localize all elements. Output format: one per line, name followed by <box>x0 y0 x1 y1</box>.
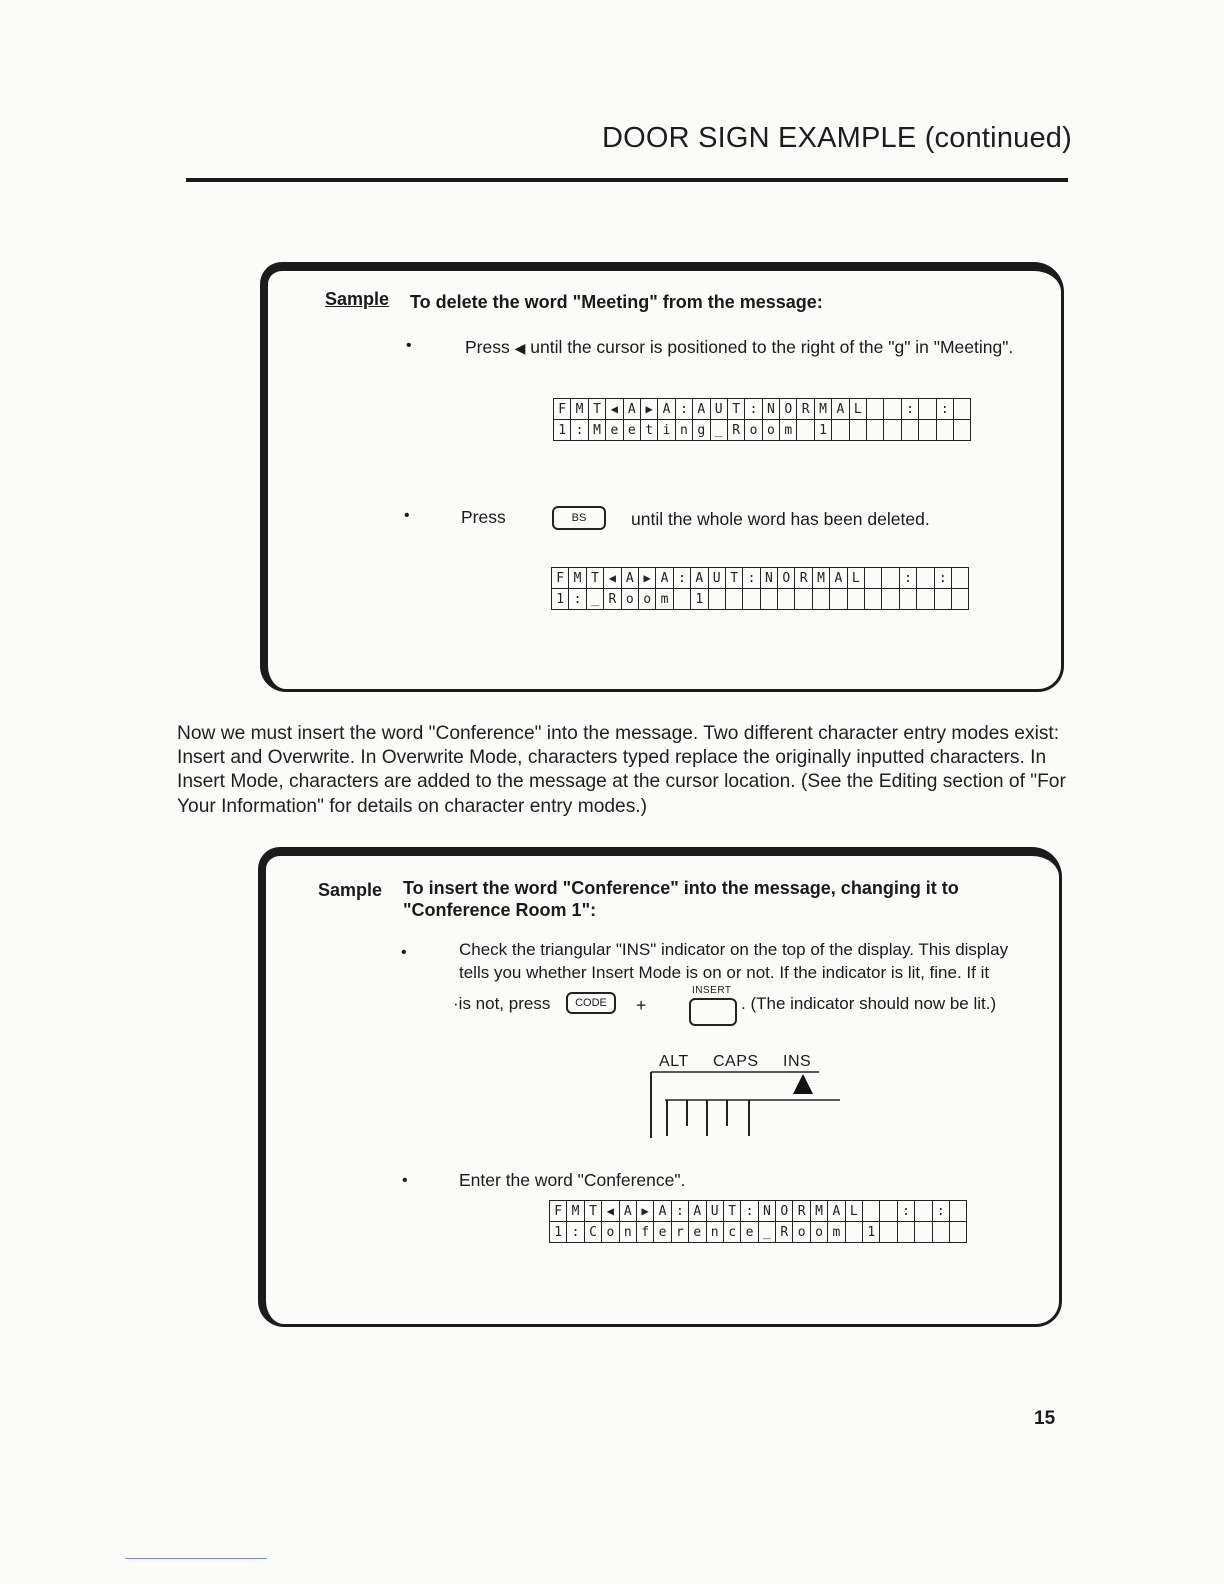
bs-key: BS <box>552 506 606 530</box>
lcd-cell: M <box>569 568 586 589</box>
lcd-cell <box>760 589 777 610</box>
lcd-cell <box>882 589 899 610</box>
lcd-cell: ◀ <box>604 568 621 589</box>
lcd-cell <box>867 420 884 441</box>
lcd-cell: M <box>810 1201 827 1222</box>
lcd-cell <box>778 589 795 610</box>
lcd-cell: : <box>571 420 588 441</box>
check-text <box>453 992 550 1016</box>
sample-heading: To insert the word "Conference" into the message, changing it to <box>403 878 959 898</box>
lcd-cell: e <box>689 1222 706 1243</box>
lcd-cell: A <box>832 399 849 420</box>
lcd-cell: N <box>762 399 779 420</box>
lcd-cell <box>880 1222 897 1243</box>
lcd-cell: L <box>845 1201 862 1222</box>
lcd-cell: o <box>793 1222 810 1243</box>
lcd-cell: F <box>554 399 571 420</box>
left-arrow-icon: ◀ <box>514 340 526 356</box>
lcd-cell: g <box>693 420 710 441</box>
lcd-cell: : <box>743 568 760 589</box>
lcd-cell: m <box>780 420 797 441</box>
lcd-cell: T <box>584 1201 601 1222</box>
lcd-cell: o <box>602 1222 619 1243</box>
alt-indicator-label: ALT <box>659 1053 689 1070</box>
lcd-cell: T <box>588 399 605 420</box>
lcd-row <box>550 1222 967 1243</box>
lcd-cell: _ <box>758 1222 775 1243</box>
lcd-cell: A <box>693 399 710 420</box>
lcd-cell: T <box>725 568 742 589</box>
lcd-cell: 1 <box>550 1222 567 1243</box>
lcd-cell <box>832 420 849 441</box>
lcd-cell <box>880 1201 897 1222</box>
lcd-cell: M <box>588 420 605 441</box>
step-text: until the whole word has been deleted. <box>631 509 930 529</box>
lcd-cell: F <box>552 568 569 589</box>
lcd-cell: A <box>621 568 638 589</box>
lcd-cell <box>847 589 864 610</box>
lcd-cell: A <box>830 568 847 589</box>
lcd-row <box>550 1201 967 1222</box>
sample-heading: To delete the word "Meeting" from the message: <box>410 292 823 312</box>
lcd-cell <box>949 1201 966 1222</box>
lcd-cell: M <box>567 1201 584 1222</box>
lcd-cell: i <box>658 420 675 441</box>
lcd-cell: U <box>706 1201 723 1222</box>
lcd-cell: c <box>723 1222 740 1243</box>
lcd-cell: o <box>762 420 779 441</box>
lcd-row <box>554 420 971 441</box>
lcd-cell: : <box>745 399 762 420</box>
page-number: 15 <box>1034 1408 1056 1429</box>
lcd-cell <box>915 1201 932 1222</box>
ins-triangle-icon <box>793 1074 813 1094</box>
check-text: . (The indicator should now be lit.) <box>741 994 997 1013</box>
lcd-cell: O <box>780 399 797 420</box>
code-key: CODE <box>566 992 616 1014</box>
lcd-display-1 <box>553 398 971 441</box>
lcd-cell: O <box>778 568 795 589</box>
lcd-cell: A <box>828 1201 845 1222</box>
step-text: Press <box>465 337 510 357</box>
lcd-cell <box>849 420 866 441</box>
lcd-cell: n <box>675 420 692 441</box>
insert-key <box>689 998 737 1026</box>
lcd-cell <box>795 589 812 610</box>
lcd-cell: R <box>604 589 621 610</box>
check-text: tells you whether Insert Mode is on or not. If the indicator is lit, fine. If it <box>459 963 990 982</box>
lcd-cell <box>884 399 901 420</box>
lcd-row <box>554 399 971 420</box>
bullet: • <box>404 507 410 524</box>
sample-panel-delete <box>260 262 1064 692</box>
lcd-cell: R <box>727 420 744 441</box>
lcd-cell: o <box>621 589 638 610</box>
lcd-cell: o <box>745 420 762 441</box>
lcd-cell: U <box>708 568 725 589</box>
plus-sign: + <box>636 995 647 1015</box>
lcd-cell: : <box>675 399 692 420</box>
bullet: • <box>406 337 412 354</box>
lcd-cell: 1 <box>691 589 708 610</box>
lcd-cell <box>934 589 951 610</box>
check-text: Check the triangular "INS" indicator on the top of the display. This display <box>459 940 1009 959</box>
step-press-left <box>465 335 1013 360</box>
lcd-cell: : <box>897 1201 914 1222</box>
lcd-cell: _ <box>586 589 603 610</box>
lcd-cell <box>863 1201 880 1222</box>
lcd-cell: _ <box>710 420 727 441</box>
lcd-cell: f <box>636 1222 653 1243</box>
page-title <box>560 122 1072 155</box>
lcd-cell: A <box>619 1201 636 1222</box>
lcd-cell <box>830 589 847 610</box>
lcd-cell: U <box>710 399 727 420</box>
lcd-cell <box>953 420 970 441</box>
lcd-cell: ◀ <box>606 399 623 420</box>
step-text: until the cursor is positioned to the right of the "g" in "Meeting". <box>530 337 1014 357</box>
lcd-cell: : <box>934 568 951 589</box>
header-rule <box>186 178 1068 182</box>
title-text: DOOR SIGN EXAMPLE <box>602 122 917 154</box>
enter-text: Enter the word "Conference". <box>459 1170 686 1190</box>
lcd-cell <box>953 399 970 420</box>
caps-indicator-label: CAPS <box>713 1053 759 1070</box>
lcd-display-3 <box>549 1200 967 1243</box>
lcd-cell: A <box>656 568 673 589</box>
lcd-cell <box>867 399 884 420</box>
lcd-cell <box>919 399 936 420</box>
lcd-cell: : <box>569 589 586 610</box>
lcd-cell: : <box>932 1201 949 1222</box>
footer-line <box>125 1558 267 1559</box>
lcd-cell: : <box>673 568 690 589</box>
lcd-cell <box>743 589 760 610</box>
lcd-cell: n <box>619 1222 636 1243</box>
lcd-cell: o <box>810 1222 827 1243</box>
lcd-cell: 1 <box>814 420 831 441</box>
lcd-cell <box>899 589 916 610</box>
lcd-cell: ◀ <box>602 1201 619 1222</box>
lcd-cell: N <box>758 1201 775 1222</box>
lcd-cell: C <box>584 1222 601 1243</box>
step-text: Press <box>461 507 506 527</box>
lcd-cell: n <box>706 1222 723 1243</box>
lcd-cell <box>901 420 918 441</box>
lcd-cell: R <box>797 399 814 420</box>
sample-label: Sample <box>325 289 390 309</box>
lcd-cell <box>708 589 725 610</box>
lcd-cell <box>951 568 968 589</box>
lcd-cell: e <box>606 420 623 441</box>
lcd-cell: e <box>654 1222 671 1243</box>
lcd-cell: T <box>586 568 603 589</box>
lcd-cell: o <box>638 589 655 610</box>
lcd-cell <box>936 420 953 441</box>
lcd-cell: ▶ <box>640 399 657 420</box>
lcd-cell: : <box>567 1222 584 1243</box>
lcd-cell: 1 <box>863 1222 880 1243</box>
lcd-cell: M <box>571 399 588 420</box>
lcd-cell: : <box>671 1201 688 1222</box>
lcd-cell <box>919 420 936 441</box>
check-text: · <box>453 994 459 1013</box>
body-paragraph: Now we must insert the word "Conference" into the message. Two different character entry modes exist: Insert and Overwrite. In Overwrite Mode, characters typed replace the originally inputted characters. In Insert Mode, characters are added to the message at the cursor location. (See the Editing section of "For Your Information" for details on character entry modes.) <box>177 723 1066 817</box>
lcd-cell: : <box>936 399 953 420</box>
lcd-cell: A <box>623 399 640 420</box>
lcd-cell <box>865 589 882 610</box>
lcd-cell <box>884 420 901 441</box>
sample-label: Sample <box>318 880 383 900</box>
sample-heading: "Conference Room 1": <box>403 900 597 920</box>
lcd-cell: M <box>814 399 831 420</box>
bullet: • <box>402 1172 408 1189</box>
lcd-cell: R <box>776 1222 793 1243</box>
lcd-cell: ▶ <box>636 1201 653 1222</box>
lcd-cell: T <box>727 399 744 420</box>
lcd-row <box>552 568 969 589</box>
lcd-cell: F <box>550 1201 567 1222</box>
lcd-cell <box>845 1222 862 1243</box>
lcd-cell: : <box>899 568 916 589</box>
lcd-cell: m <box>828 1222 845 1243</box>
lcd-cell: L <box>849 399 866 420</box>
insert-key-label: INSERT <box>692 985 732 996</box>
lcd-cell: L <box>847 568 864 589</box>
lcd-cell: e <box>741 1222 758 1243</box>
lcd-cell <box>797 420 814 441</box>
lcd-cell <box>897 1222 914 1243</box>
lcd-cell <box>673 589 690 610</box>
check-text: is not, press <box>458 994 551 1013</box>
title-suffix: (continued) <box>924 122 1072 154</box>
bullet: • <box>401 944 407 961</box>
lcd-display-2 <box>551 567 969 610</box>
lcd-cell: A <box>658 399 675 420</box>
lcd-cell: 1 <box>554 420 571 441</box>
lcd-cell: R <box>795 568 812 589</box>
lcd-cell <box>865 568 882 589</box>
lcd-cell <box>932 1222 949 1243</box>
lcd-cell <box>949 1222 966 1243</box>
lcd-cell: O <box>776 1201 793 1222</box>
lcd-cell <box>951 589 968 610</box>
lcd-cell: ▶ <box>638 568 655 589</box>
lcd-cell: : <box>741 1201 758 1222</box>
lcd-cell: R <box>793 1201 810 1222</box>
lcd-cell: M <box>812 568 829 589</box>
lcd-cell: A <box>654 1201 671 1222</box>
ins-indicator-label: INS <box>783 1053 812 1070</box>
lcd-cell: e <box>623 420 640 441</box>
lcd-cell: N <box>760 568 777 589</box>
lcd-cell <box>917 568 934 589</box>
lcd-cell: A <box>691 568 708 589</box>
lcd-cell: 1 <box>552 589 569 610</box>
indicator-diagram <box>645 1068 845 1140</box>
lcd-cell <box>915 1222 932 1243</box>
lcd-cell: T <box>723 1201 740 1222</box>
lcd-row <box>552 589 969 610</box>
lcd-cell: t <box>640 420 657 441</box>
lcd-cell: : <box>901 399 918 420</box>
lcd-cell <box>917 589 934 610</box>
lcd-cell <box>725 589 742 610</box>
lcd-cell <box>812 589 829 610</box>
lcd-cell: r <box>671 1222 688 1243</box>
lcd-cell <box>882 568 899 589</box>
lcd-cell: m <box>656 589 673 610</box>
lcd-cell: A <box>689 1201 706 1222</box>
